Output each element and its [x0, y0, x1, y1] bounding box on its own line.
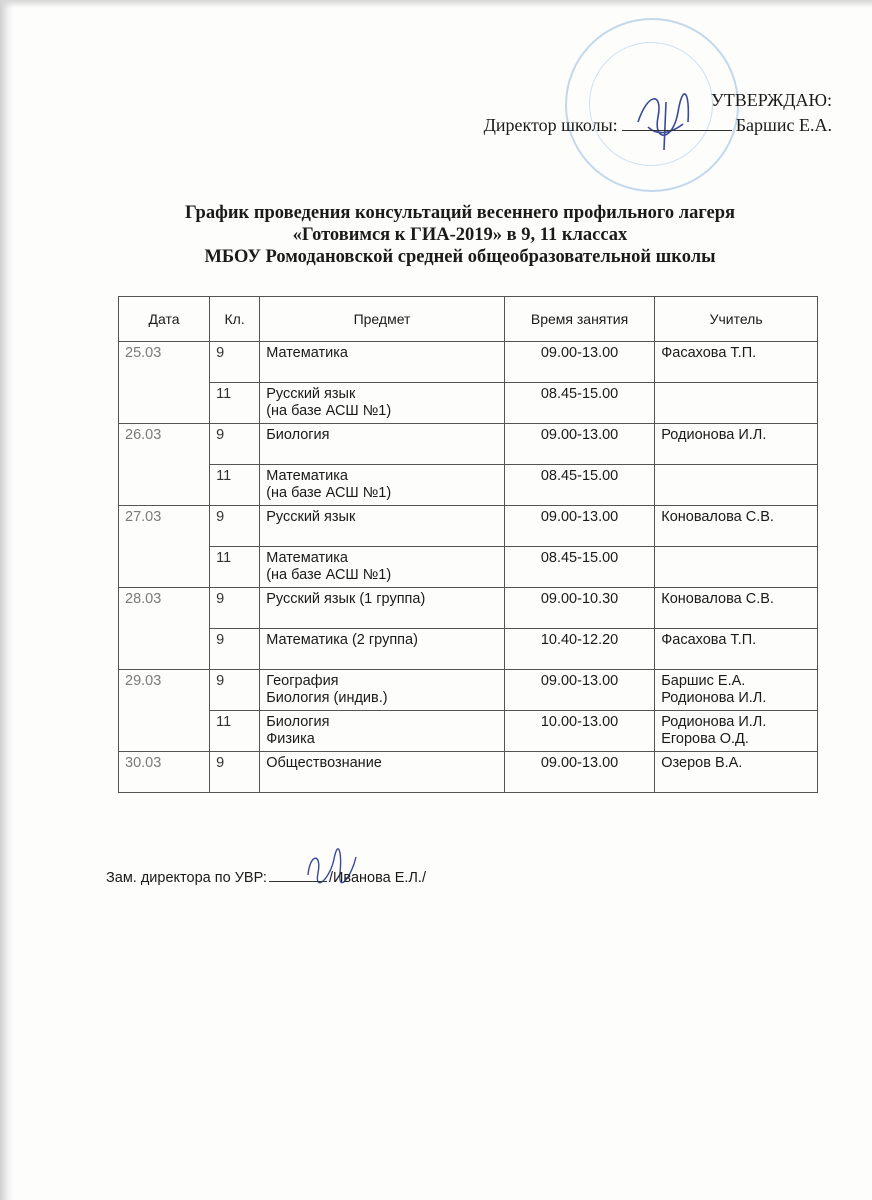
cell-class: 11: [210, 383, 260, 424]
cell-subject: [260, 752, 505, 793]
approval-block: [392, 88, 832, 137]
teacher-line: Коновалова С.В.: [661, 509, 774, 525]
director-signature-line: [622, 112, 732, 131]
table-row: [119, 424, 818, 465]
deputy-label: Зам. директора по УВР:: [106, 870, 267, 886]
cell-time: 09.00-13.00: [504, 424, 654, 465]
table-row: [119, 383, 818, 424]
cell-class: 11: [210, 711, 260, 752]
header-subject: Предмет: [260, 297, 505, 342]
cell-time: 10.40-12.20: [504, 629, 654, 670]
cell-teacher: [655, 711, 818, 752]
cell-class: 9: [210, 506, 260, 547]
director-line: [392, 112, 832, 137]
cell-teacher: [655, 383, 818, 424]
cell-subject: [260, 547, 505, 588]
subject-line: География: [266, 673, 339, 689]
cell-class: 9: [210, 752, 260, 793]
table-row: [119, 752, 818, 793]
scan-shadow-top: [0, 0, 872, 8]
cell-class: 9: [210, 629, 260, 670]
subject-line: (на базе АСШ №1): [266, 403, 392, 419]
table-row: [119, 588, 818, 629]
cell-teacher: [655, 465, 818, 506]
cell-time: 09.00-13.00: [504, 752, 654, 793]
cell-subject: [260, 383, 505, 424]
cell-teacher: [655, 342, 818, 383]
cell-teacher: [655, 629, 818, 670]
header-time: Время занятия: [504, 297, 654, 342]
subject-line: Математика: [266, 468, 348, 484]
cell-class: 9: [210, 342, 260, 383]
cell-subject: [260, 424, 505, 465]
header-date: Дата: [119, 297, 210, 342]
title-line-1: График проведения консультаций весеннего профильного лагеря: [184, 203, 736, 223]
subject-line: Русский язык: [266, 509, 356, 525]
cell-class: 9: [210, 424, 260, 465]
cell-subject: [260, 588, 505, 629]
cell-subject: [260, 465, 505, 506]
header-class: Кл.: [210, 297, 260, 342]
table-row: [119, 670, 818, 711]
document-title: [100, 202, 820, 268]
cell-date: 30.03: [119, 752, 210, 793]
cell-teacher: [655, 424, 818, 465]
director-name: Баршис Е.А.: [735, 115, 832, 135]
deputy-name: /Иванова Е.Л./: [328, 870, 426, 886]
table-row: [119, 547, 818, 588]
cell-time: 09.00-13.00: [504, 342, 654, 383]
cell-date: 25.03: [119, 342, 210, 424]
teacher-line: Родионова И.Л.: [661, 714, 767, 730]
director-label: Директор школы:: [483, 115, 618, 135]
schedule-body: [119, 342, 818, 793]
cell-time: 09.00-13.00: [504, 506, 654, 547]
cell-class: 11: [210, 465, 260, 506]
cell-time: 09.00-13.00: [504, 670, 654, 711]
cell-date: 28.03: [119, 588, 210, 670]
table-row: [119, 465, 818, 506]
subject-line: Математика: [266, 345, 348, 361]
cell-subject: [260, 506, 505, 547]
cell-teacher: [655, 670, 818, 711]
teacher-line: Егорова О.Д.: [661, 731, 749, 747]
cell-time: 08.45-15.00: [504, 383, 654, 424]
scan-shadow-left: [0, 0, 14, 1200]
subject-line: Математика (2 группа): [266, 632, 418, 648]
cell-teacher: [655, 506, 818, 547]
cell-time: 10.00-13.00: [504, 711, 654, 752]
schedule-table: [118, 296, 818, 793]
cell-time: 09.00-10.30: [504, 588, 654, 629]
title-line-2: «Готовимся к ГИА-2019» в 9, 11 классах: [292, 225, 628, 245]
cell-time: 08.45-15.00: [504, 465, 654, 506]
cell-time: 08.45-15.00: [504, 547, 654, 588]
subject-line: (на базе АСШ №1): [266, 567, 392, 583]
subject-line: Русский язык (1 группа): [266, 591, 426, 607]
cell-teacher: [655, 752, 818, 793]
cell-teacher: [655, 588, 818, 629]
subject-line: Русский язык: [266, 386, 356, 402]
cell-class: 9: [210, 670, 260, 711]
cell-subject: [260, 670, 505, 711]
cell-subject: [260, 711, 505, 752]
teacher-line: Озеров В.А.: [661, 755, 743, 771]
teacher-line: Баршис Е.А.: [661, 673, 746, 689]
subject-line: Математика: [266, 550, 348, 566]
table-row: [119, 342, 818, 383]
cell-class: 11: [210, 547, 260, 588]
teacher-line: Коновалова С.В.: [661, 591, 774, 607]
cell-teacher: [655, 547, 818, 588]
cell-class: 9: [210, 588, 260, 629]
subject-line: (на базе АСШ №1): [266, 485, 392, 501]
subject-line: Физика: [266, 731, 315, 747]
subject-line: Биология: [266, 714, 330, 730]
subject-line: Биология (индив.): [266, 690, 388, 706]
cell-subject: [260, 342, 505, 383]
table-row: [119, 629, 818, 670]
teacher-line: Фасахова Т.П.: [661, 345, 757, 361]
deputy-signature-block: [106, 867, 426, 886]
approve-label: УТВЕРЖДАЮ:: [710, 90, 832, 110]
deputy-signature-line: [269, 867, 327, 882]
subject-line: Обществознание: [266, 755, 382, 771]
title-line-3: МБОУ Ромодановской средней общеобразовательной школы: [204, 247, 716, 267]
cell-date: 27.03: [119, 506, 210, 588]
header-teacher: Учитель: [655, 297, 818, 342]
teacher-line: Родионова И.Л.: [661, 427, 767, 443]
cell-date: 26.03: [119, 424, 210, 506]
teacher-line: Фасахова Т.П.: [661, 632, 757, 648]
table-row: [119, 506, 818, 547]
teacher-line: Родионова И.Л.: [661, 690, 767, 706]
cell-subject: [260, 629, 505, 670]
subject-line: Биология: [266, 427, 330, 443]
table-row: [119, 711, 818, 752]
cell-date: 29.03: [119, 670, 210, 752]
table-header-row: [119, 297, 818, 342]
